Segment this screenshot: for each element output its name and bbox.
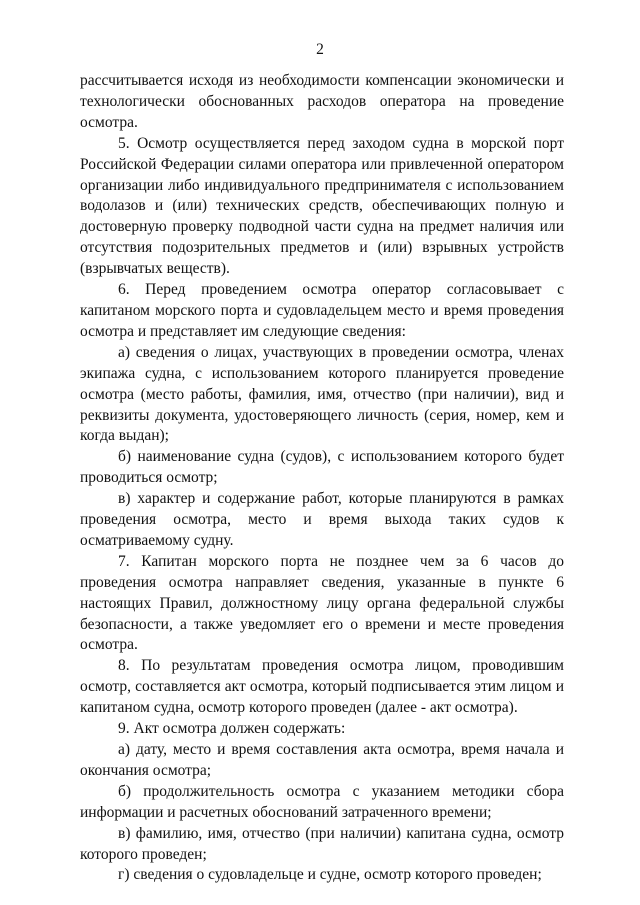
paragraph-item-9v: в) фамилию, имя, отчество (при наличии) капитана судна, осмотр которого проведен;	[80, 824, 564, 863]
paragraph-item-6b: б) наименование судна (судов), с использованием которого будет проводиться осмотр;	[80, 448, 564, 487]
paragraph-item-9: 9. Акт осмотра должен содержать:	[118, 720, 346, 738]
paragraph-item-6v: в) характер и содержание работ, которые планируются в рамках проведения осмотра, место и время выхода таких судов к осматриваемому судну.	[80, 490, 564, 549]
paragraph-item-5: 5. Осмотр осуществляется перед заходом судна в морской порт Российской Федерации силами оператора или привлеченной оператором организации либо индивидуального предпринимателя с использованием водолазов и (или) технических средств, обеспечивающих полную и достоверную проверку подводной части судна на предмет наличия или отсутствия подозрительных предметов и (или) взрывных устройств (взрывчатых веществ).	[80, 134, 564, 278]
paragraph-item-9a: а) дату, место и время составления акта осмотра, время начала и окончания осмотра;	[80, 741, 564, 779]
document-body	[80, 71, 564, 886]
page-number: 2	[316, 41, 324, 58]
paragraph-item-8: 8. По результатам проведения осмотра лицом, проводившим осмотр, составляется акт осмотра, который подписывается этим лицом и капитаном судна, осмотр которого проведен (далее - акт осмотра).	[80, 657, 564, 717]
paragraph-item-6: 6. Перед проведением осмотра оператор согласовывает с капитаном морского порта и судовладельцем место и время проведения осмотра и представляет им следующие сведения:	[80, 281, 564, 340]
paragraph-item-7: 7. Капитан морского порта не позднее чем за 6 часов до проведения осмотра направляет сведения, указанные в пункте 6 настоящих Правил, должностному лицу органа федеральной службы безопасности, а также уведомляет его о времени и месте проведения осмотра.	[80, 552, 564, 654]
paragraph-item-9g: г) сведения о судовладельце и судне, осмотр которого проведен;	[118, 866, 542, 884]
paragraph-continuation: рассчитывается исходя из необходимости компенсации экономически и технологически обоснованных расходов оператора на проведение осмотра.	[80, 72, 564, 131]
paragraph-item-6a: а) сведения о лицах, участвующих в проведении осмотра, членах экипажа судна, с использованием которого планируется проведение осмотра (место работы, фамилия, имя, отчество (при наличии), вид и реквизиты документа, удостоверяющего личность (серия, номер, кем и когда выдан);	[80, 343, 564, 445]
paragraph-item-9b: б) продолжительность осмотра с указанием методики сбора информации и расчетных обоснований затраченного времени;	[80, 782, 564, 821]
